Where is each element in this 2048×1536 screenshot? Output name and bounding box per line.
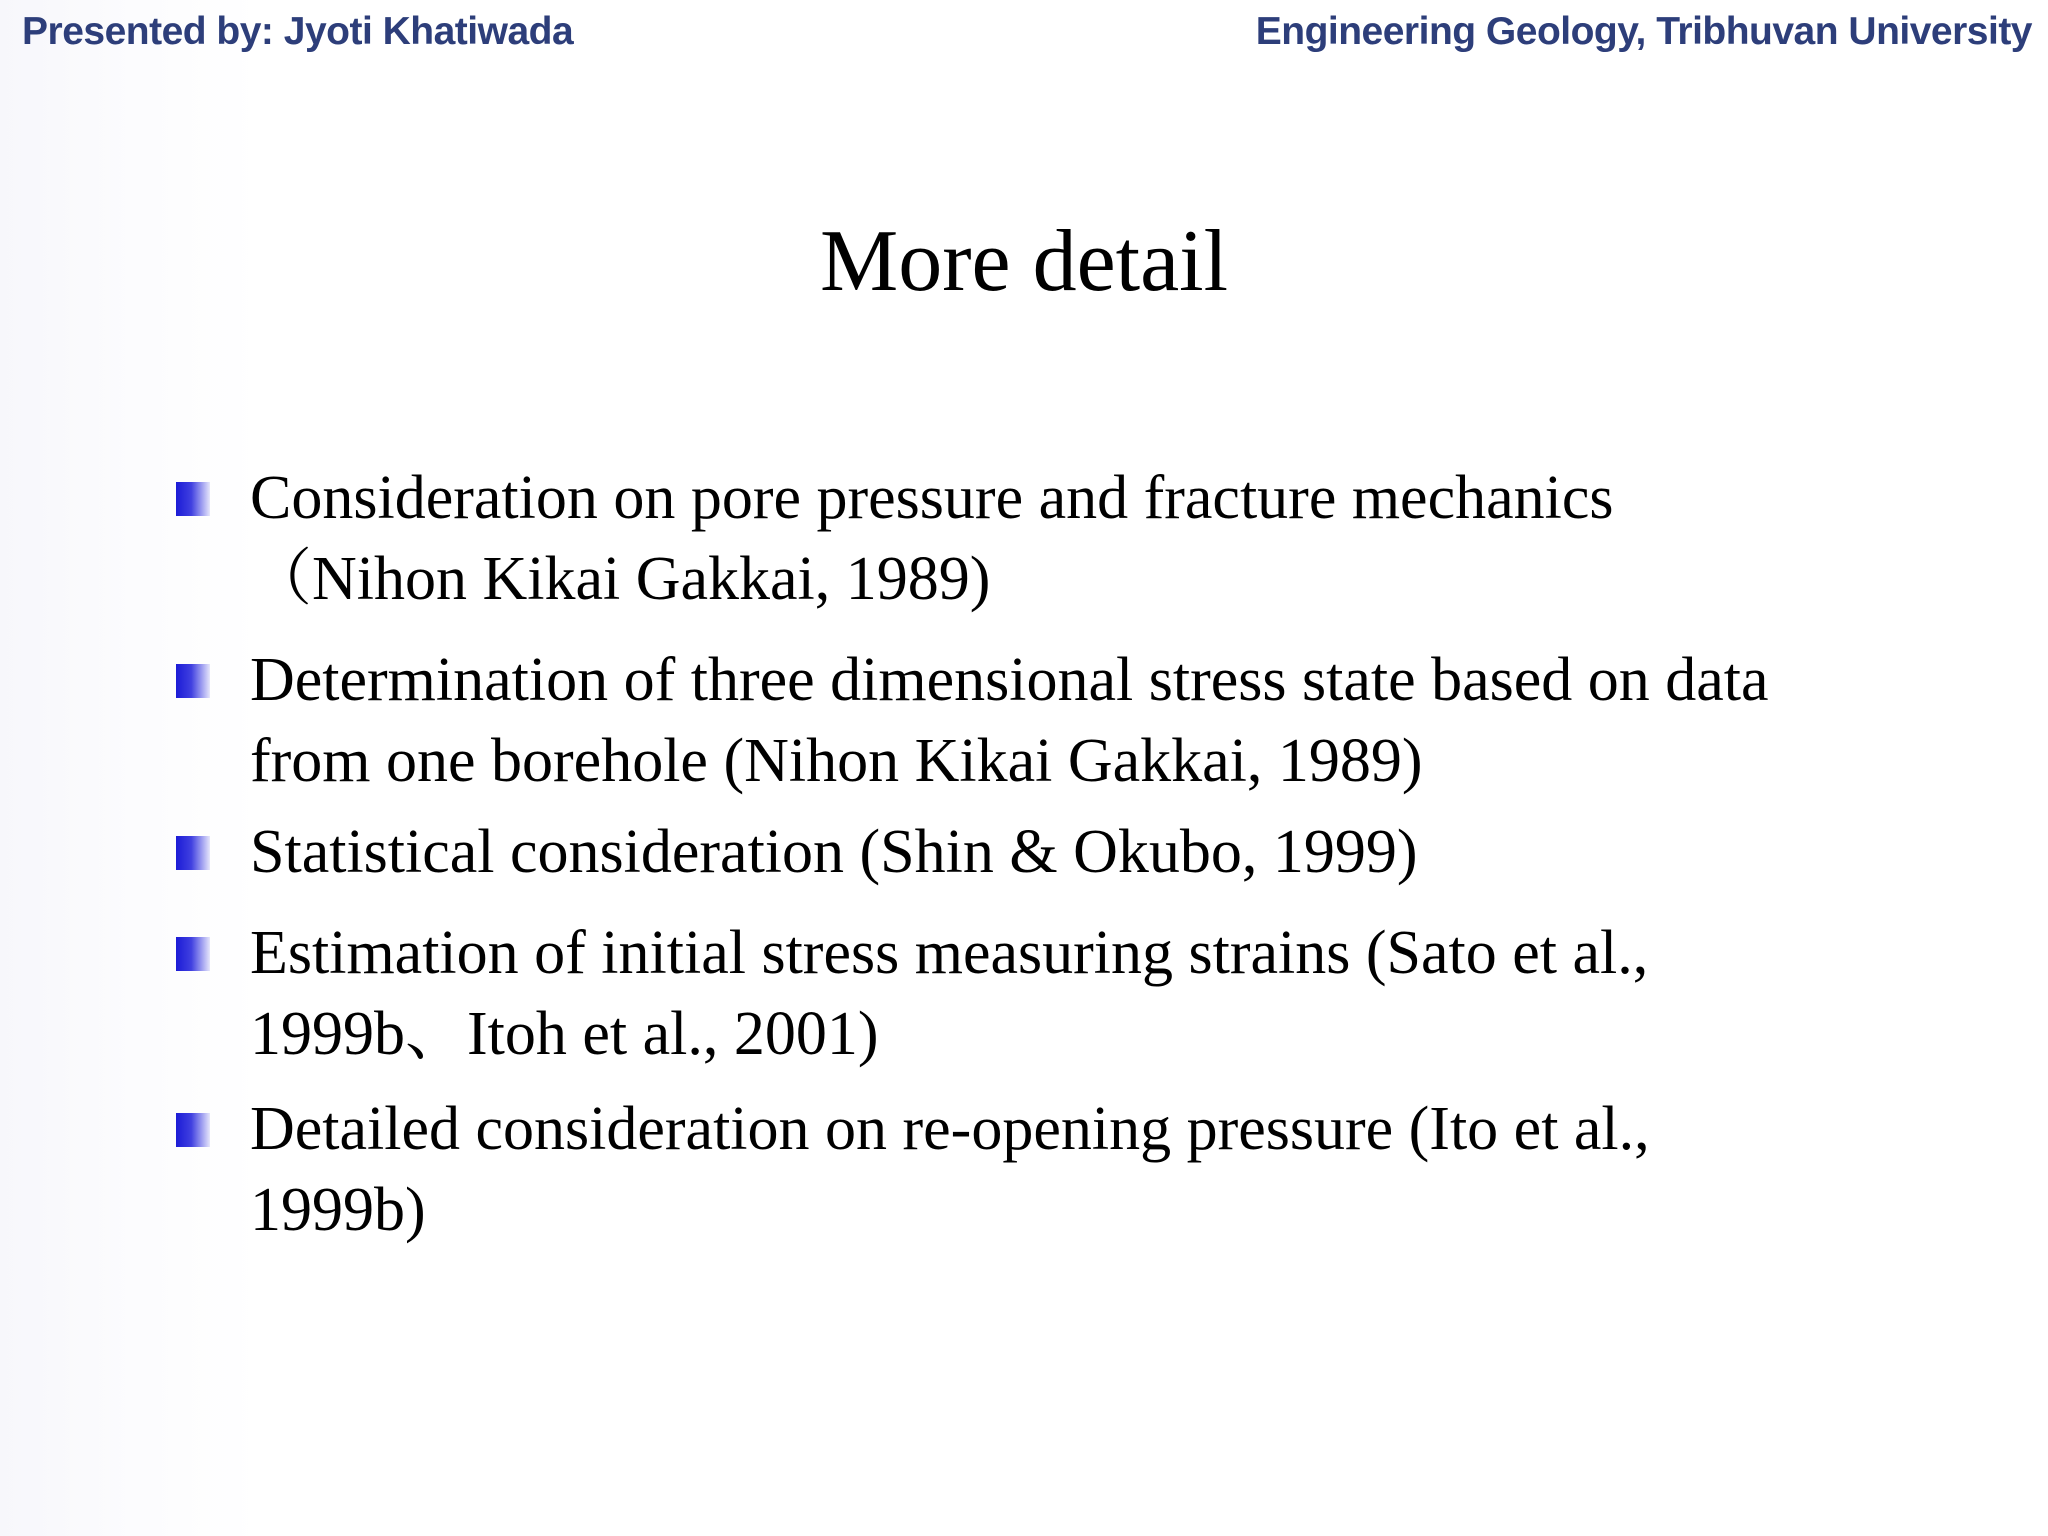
bullet-item bbox=[176, 640, 1816, 802]
bullet-text: Consideration on pore pressure and fracture mechanics （Nihon Kikai Gakkai, 1989) bbox=[250, 464, 1614, 613]
institution-credit: Engineering Geology, Tribhuvan University bbox=[1255, 10, 2032, 53]
square-bullet-icon bbox=[176, 664, 210, 698]
square-bullet-icon bbox=[176, 937, 210, 971]
slide-title: More detail bbox=[819, 213, 1229, 310]
bullet-item bbox=[176, 913, 1816, 1075]
bullet-text: Estimation of initial stress measuring strains (Sato et al., 1999b、Itoh et al., 2001) bbox=[250, 919, 1649, 1068]
square-bullet-icon bbox=[176, 1113, 210, 1147]
bullet-item bbox=[176, 458, 1816, 620]
bullet-list bbox=[176, 458, 1816, 1251]
bullet-text: Statistical consideration (Shin & Okubo, 1999) bbox=[250, 818, 1418, 886]
bullet-item bbox=[176, 1089, 1816, 1251]
bullet-item bbox=[176, 812, 1816, 893]
square-bullet-icon bbox=[176, 482, 210, 516]
bullet-text: Detailed consideration on re-opening pressure (Ito et al., 1999b) bbox=[250, 1095, 1650, 1244]
presenter-credit: Presented by: Jyoti Khatiwada bbox=[22, 10, 574, 53]
bullet-text: Determination of three dimensional stress state based on data from one borehole (Nihon Kikai Gakkai, 1989) bbox=[250, 646, 1769, 795]
square-bullet-icon bbox=[176, 836, 210, 870]
